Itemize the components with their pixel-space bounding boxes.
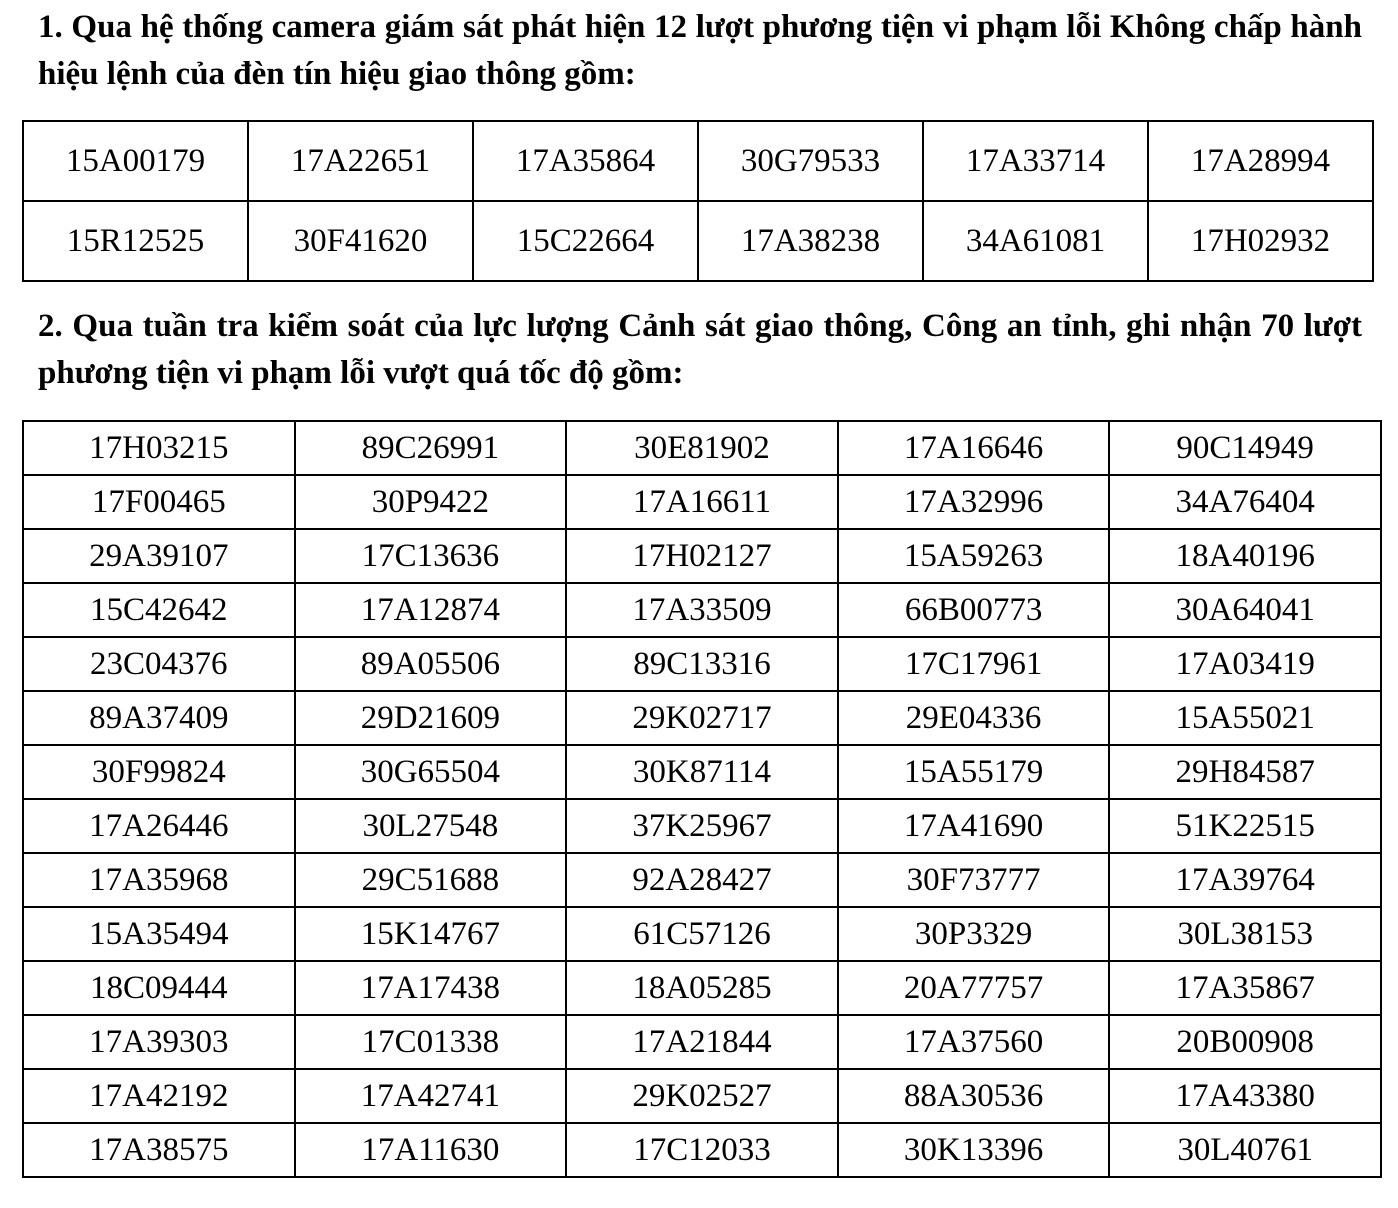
license-plate-cell: 17A35864 [473,121,698,201]
table-row [23,853,1381,907]
table-row [23,745,1381,799]
license-plate-cell: 17A43380 [1109,1069,1381,1123]
license-plate-cell: 15A35494 [23,907,295,961]
license-plate-cell: 30G79533 [698,121,923,201]
table-body [23,421,1381,1177]
license-plate-cell: 15R12525 [23,201,248,281]
table-row [23,421,1381,475]
table-row [23,121,1373,201]
license-plate-cell: 17A39303 [23,1015,295,1069]
license-plate-cell: 15C42642 [23,583,295,637]
license-plate-cell: 30P9422 [295,475,567,529]
table-row [23,583,1381,637]
license-plate-cell: 30K87114 [566,745,838,799]
section-2-heading: 2. Qua tuần tra kiểm soát của lực lượng Cảnh sát giao thông, Công an tỉnh, ghi nhận 70 lượt phương tiện vi phạm lỗi vượt quá tốc độ gồm: [38,308,1362,391]
table-row [23,529,1381,583]
license-plate-cell: 17A39764 [1109,853,1381,907]
speeding-violations-table [22,420,1382,1178]
license-plate-cell: 30G65504 [295,745,567,799]
license-plate-cell: 29H84587 [1109,745,1381,799]
table-row [23,475,1381,529]
license-plate-cell: 29A39107 [23,529,295,583]
license-plate-cell: 30F41620 [248,201,473,281]
license-plate-cell: 17A38575 [23,1123,295,1177]
license-plate-cell: 18A05285 [566,961,838,1015]
table-body [23,121,1373,281]
license-plate-cell: 90C14949 [1109,421,1381,475]
license-plate-cell: 17C01338 [295,1015,567,1069]
license-plate-cell: 17C17961 [838,637,1110,691]
license-plate-cell: 89C26991 [295,421,567,475]
license-plate-cell: 18C09444 [23,961,295,1015]
license-plate-cell: 15A55021 [1109,691,1381,745]
table-row [23,1015,1381,1069]
license-plate-cell: 34A61081 [923,201,1148,281]
license-plate-cell: 30F99824 [23,745,295,799]
table-row [23,201,1373,281]
license-plate-cell: 17A28994 [1148,121,1373,201]
license-plate-cell: 17C13636 [295,529,567,583]
license-plate-cell: 23C04376 [23,637,295,691]
table-row [23,799,1381,853]
license-plate-cell: 30P3329 [838,907,1110,961]
license-plate-cell: 17A16611 [566,475,838,529]
license-plate-cell: 34A76404 [1109,475,1381,529]
license-plate-cell: 29C51688 [295,853,567,907]
license-plate-cell: 17A35867 [1109,961,1381,1015]
license-plate-cell: 66B00773 [838,583,1110,637]
license-plate-cell: 15A55179 [838,745,1110,799]
license-plate-cell: 17H03215 [23,421,295,475]
license-plate-cell: 17H02127 [566,529,838,583]
license-plate-cell: 30E81902 [566,421,838,475]
license-plate-cell: 51K22515 [1109,799,1381,853]
license-plate-cell: 17A26446 [23,799,295,853]
license-plate-cell: 17A42741 [295,1069,567,1123]
table-row [23,637,1381,691]
table-row [23,691,1381,745]
license-plate-cell: 15C22664 [473,201,698,281]
license-plate-cell: 17A21844 [566,1015,838,1069]
license-plate-cell: 17A03419 [1109,637,1381,691]
license-plate-cell: 17A17438 [295,961,567,1015]
license-plate-cell: 17H02932 [1148,201,1373,281]
license-plate-cell: 17A35968 [23,853,295,907]
license-plate-cell: 17A32996 [838,475,1110,529]
license-plate-cell: 17A42192 [23,1069,295,1123]
license-plate-cell: 89A37409 [23,691,295,745]
license-plate-cell: 29E04336 [838,691,1110,745]
license-plate-cell: 30F73777 [838,853,1110,907]
license-plate-cell: 17A16646 [838,421,1110,475]
license-plate-cell: 30K13396 [838,1123,1110,1177]
license-plate-cell: 29D21609 [295,691,567,745]
license-plate-cell: 89C13316 [566,637,838,691]
license-plate-cell: 17A11630 [295,1123,567,1177]
table-row [23,961,1381,1015]
license-plate-cell: 20A77757 [838,961,1110,1015]
license-plate-cell: 92A28427 [566,853,838,907]
license-plate-cell: 17A22651 [248,121,473,201]
table-row [23,1123,1381,1177]
table-row [23,907,1381,961]
license-plate-cell: 17A38238 [698,201,923,281]
license-plate-cell: 18A40196 [1109,529,1381,583]
license-plate-cell: 20B00908 [1109,1015,1381,1069]
license-plate-cell: 30L38153 [1109,907,1381,961]
license-plate-cell: 17F00465 [23,475,295,529]
section-1-heading: 1. Qua hệ thống camera giám sát phát hiện 12 lượt phương tiện vi phạm lỗi Không chấp hành hiệu lệnh của đèn tín hiệu giao thông gồm: [38,9,1362,92]
license-plate-cell: 29K02527 [566,1069,838,1123]
license-plate-cell: 17A33714 [923,121,1148,201]
license-plate-cell: 15A59263 [838,529,1110,583]
license-plate-cell: 30A64041 [1109,583,1381,637]
license-plate-cell: 17A37560 [838,1015,1110,1069]
license-plate-cell: 15K14767 [295,907,567,961]
table-row [23,1069,1381,1123]
license-plate-cell: 17A12874 [295,583,567,637]
license-plate-cell: 89A05506 [295,637,567,691]
license-plate-cell: 61C57126 [566,907,838,961]
license-plate-cell: 17A41690 [838,799,1110,853]
license-plate-cell: 29K02717 [566,691,838,745]
traffic-light-violations-table [22,120,1374,282]
license-plate-cell: 88A30536 [838,1069,1110,1123]
license-plate-cell: 30L40761 [1109,1123,1381,1177]
license-plate-cell: 17C12033 [566,1123,838,1177]
license-plate-cell: 37K25967 [566,799,838,853]
license-plate-cell: 17A33509 [566,583,838,637]
license-plate-cell: 15A00179 [23,121,248,201]
license-plate-cell: 30L27548 [295,799,567,853]
